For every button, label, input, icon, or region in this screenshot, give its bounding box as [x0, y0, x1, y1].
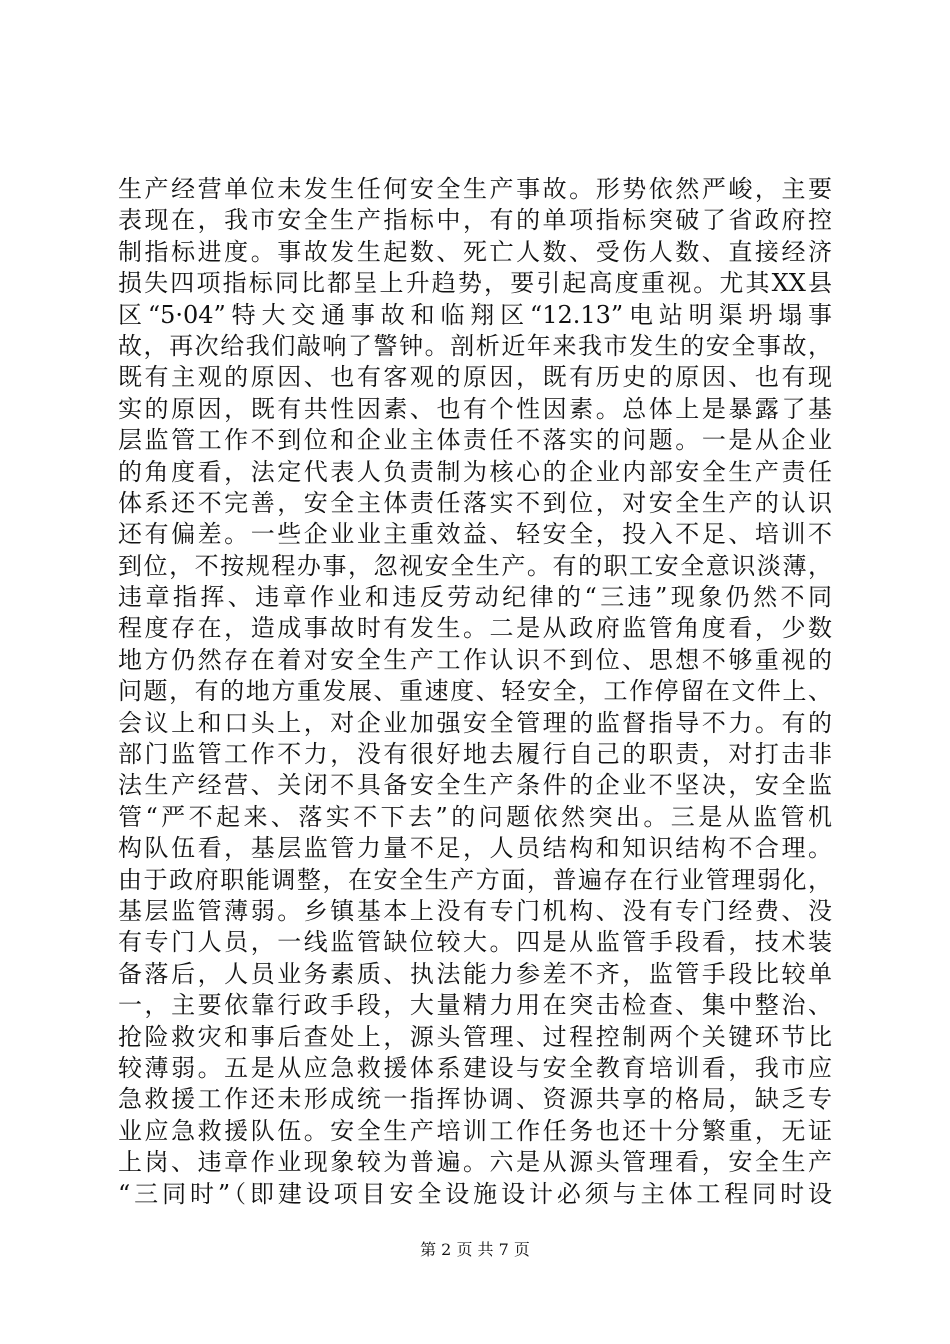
text-line: 由于政府职能调整，在安全生产方面，普遍存在行业管理弱化，	[118, 865, 832, 894]
text-line: 有专门人员，一线监管缺位较大。四是从监管手段看，技术装	[118, 928, 832, 957]
page-number-label: 第 2 页 共 7 页	[420, 1240, 530, 1259]
body-paragraph	[118, 174, 832, 1210]
text-line: 区“5·04”特大交通事故和临翔区“12.13”电站明渠坍塌事	[118, 300, 832, 329]
text-line: 生产经营单位未发生任何安全生产事故。形势依然严峻，主要	[118, 175, 832, 203]
text-line: 违章指挥、违章作业和违反劳动纪律的“三违”现象仍然不同	[118, 583, 832, 612]
text-line: 急救援工作还未形成统一指挥协调、资源共享的格局，缺乏专	[118, 1085, 832, 1114]
text-line: “三同时”（即建设项目安全设施设计必须与主体工程同时设	[118, 1179, 832, 1208]
text-line: 程度存在，造成事故时有发生。二是从政府监管角度看，少数	[118, 614, 832, 643]
text-line: 管“严不起来、落实不下去”的问题依然突出。三是从监管机	[118, 802, 832, 831]
text-line: 较薄弱。五是从应急救援体系建设与安全教育培训看，我市应	[118, 1053, 832, 1082]
text-line: 表现在，我市安全生产指标中，有的单项指标突破了省政府控	[118, 206, 832, 235]
text-line: 地方仍然存在着对安全生产工作认识不到位、思想不够重视的	[118, 645, 832, 674]
text-line: 的角度看，法定代表人负责制为核心的企业内部安全生产责任	[118, 457, 832, 486]
text-line: 会议上和口头上，对企业加强安全管理的监督指导不力。有的	[118, 708, 832, 737]
text-line: 一，主要依靠行政手段，大量精力用在突击检查、集中整治、	[118, 991, 832, 1020]
text-line: 问题，有的地方重发展、重速度、轻安全，工作停留在文件上、	[118, 677, 832, 706]
text-line: 制指标进度。事故发生起数、死亡人数、受伤人数、直接经济	[118, 237, 832, 266]
text-line: 实的原因，既有共性因素、也有个性因素。总体上是暴露了基	[118, 394, 832, 423]
text-line: 层监管工作不到位和企业主体责任不落实的问题。一是从企业	[118, 426, 832, 455]
text-line: 损失四项指标同比都呈上升趋势，要引起高度重视。尤其XX县	[118, 269, 832, 298]
text-line: 备落后，人员业务素质、执法能力参差不齐，监管手段比较单	[118, 959, 832, 988]
text-line: 基层监管薄弱。乡镇基本上没有专门机构、没有专门经费、没	[118, 896, 832, 925]
text-line: 业应急救援队伍。安全生产培训工作任务也还十分繁重，无证	[118, 1116, 832, 1145]
text-line: 既有主观的原因、也有客观的原因，既有历史的原因、也有现	[118, 363, 832, 392]
text-line: 法生产经营、关闭不具备安全生产条件的企业不坚决，安全监	[118, 771, 832, 800]
text-line: 还有偏差。一些企业业主重效益、轻安全，投入不足、培训不	[118, 520, 832, 549]
text-line: 上岗、违章作业现象较为普遍。六是从源头管理看，安全生产	[118, 1148, 832, 1177]
text-line: 故，再次给我们敲响了警钟。剖析近年来我市发生的安全事故，	[118, 331, 832, 360]
text-line: 到位，不按规程办事，忽视安全生产。有的职工安全意识淡薄，	[118, 551, 832, 580]
page-footer	[0, 1240, 950, 1260]
text-line: 部门监管工作不力，没有很好地去履行自己的职责，对打击非	[118, 740, 832, 769]
text-line: 抢险救灾和事后查处上，源头管理、过程控制两个关键环节比	[118, 1022, 832, 1051]
text-line: 体系还不完善，安全主体责任落实不到位，对安全生产的认识	[118, 488, 832, 517]
text-line: 构队伍看，基层监管力量不足，人员结构和知识结构不合理。	[118, 834, 832, 863]
